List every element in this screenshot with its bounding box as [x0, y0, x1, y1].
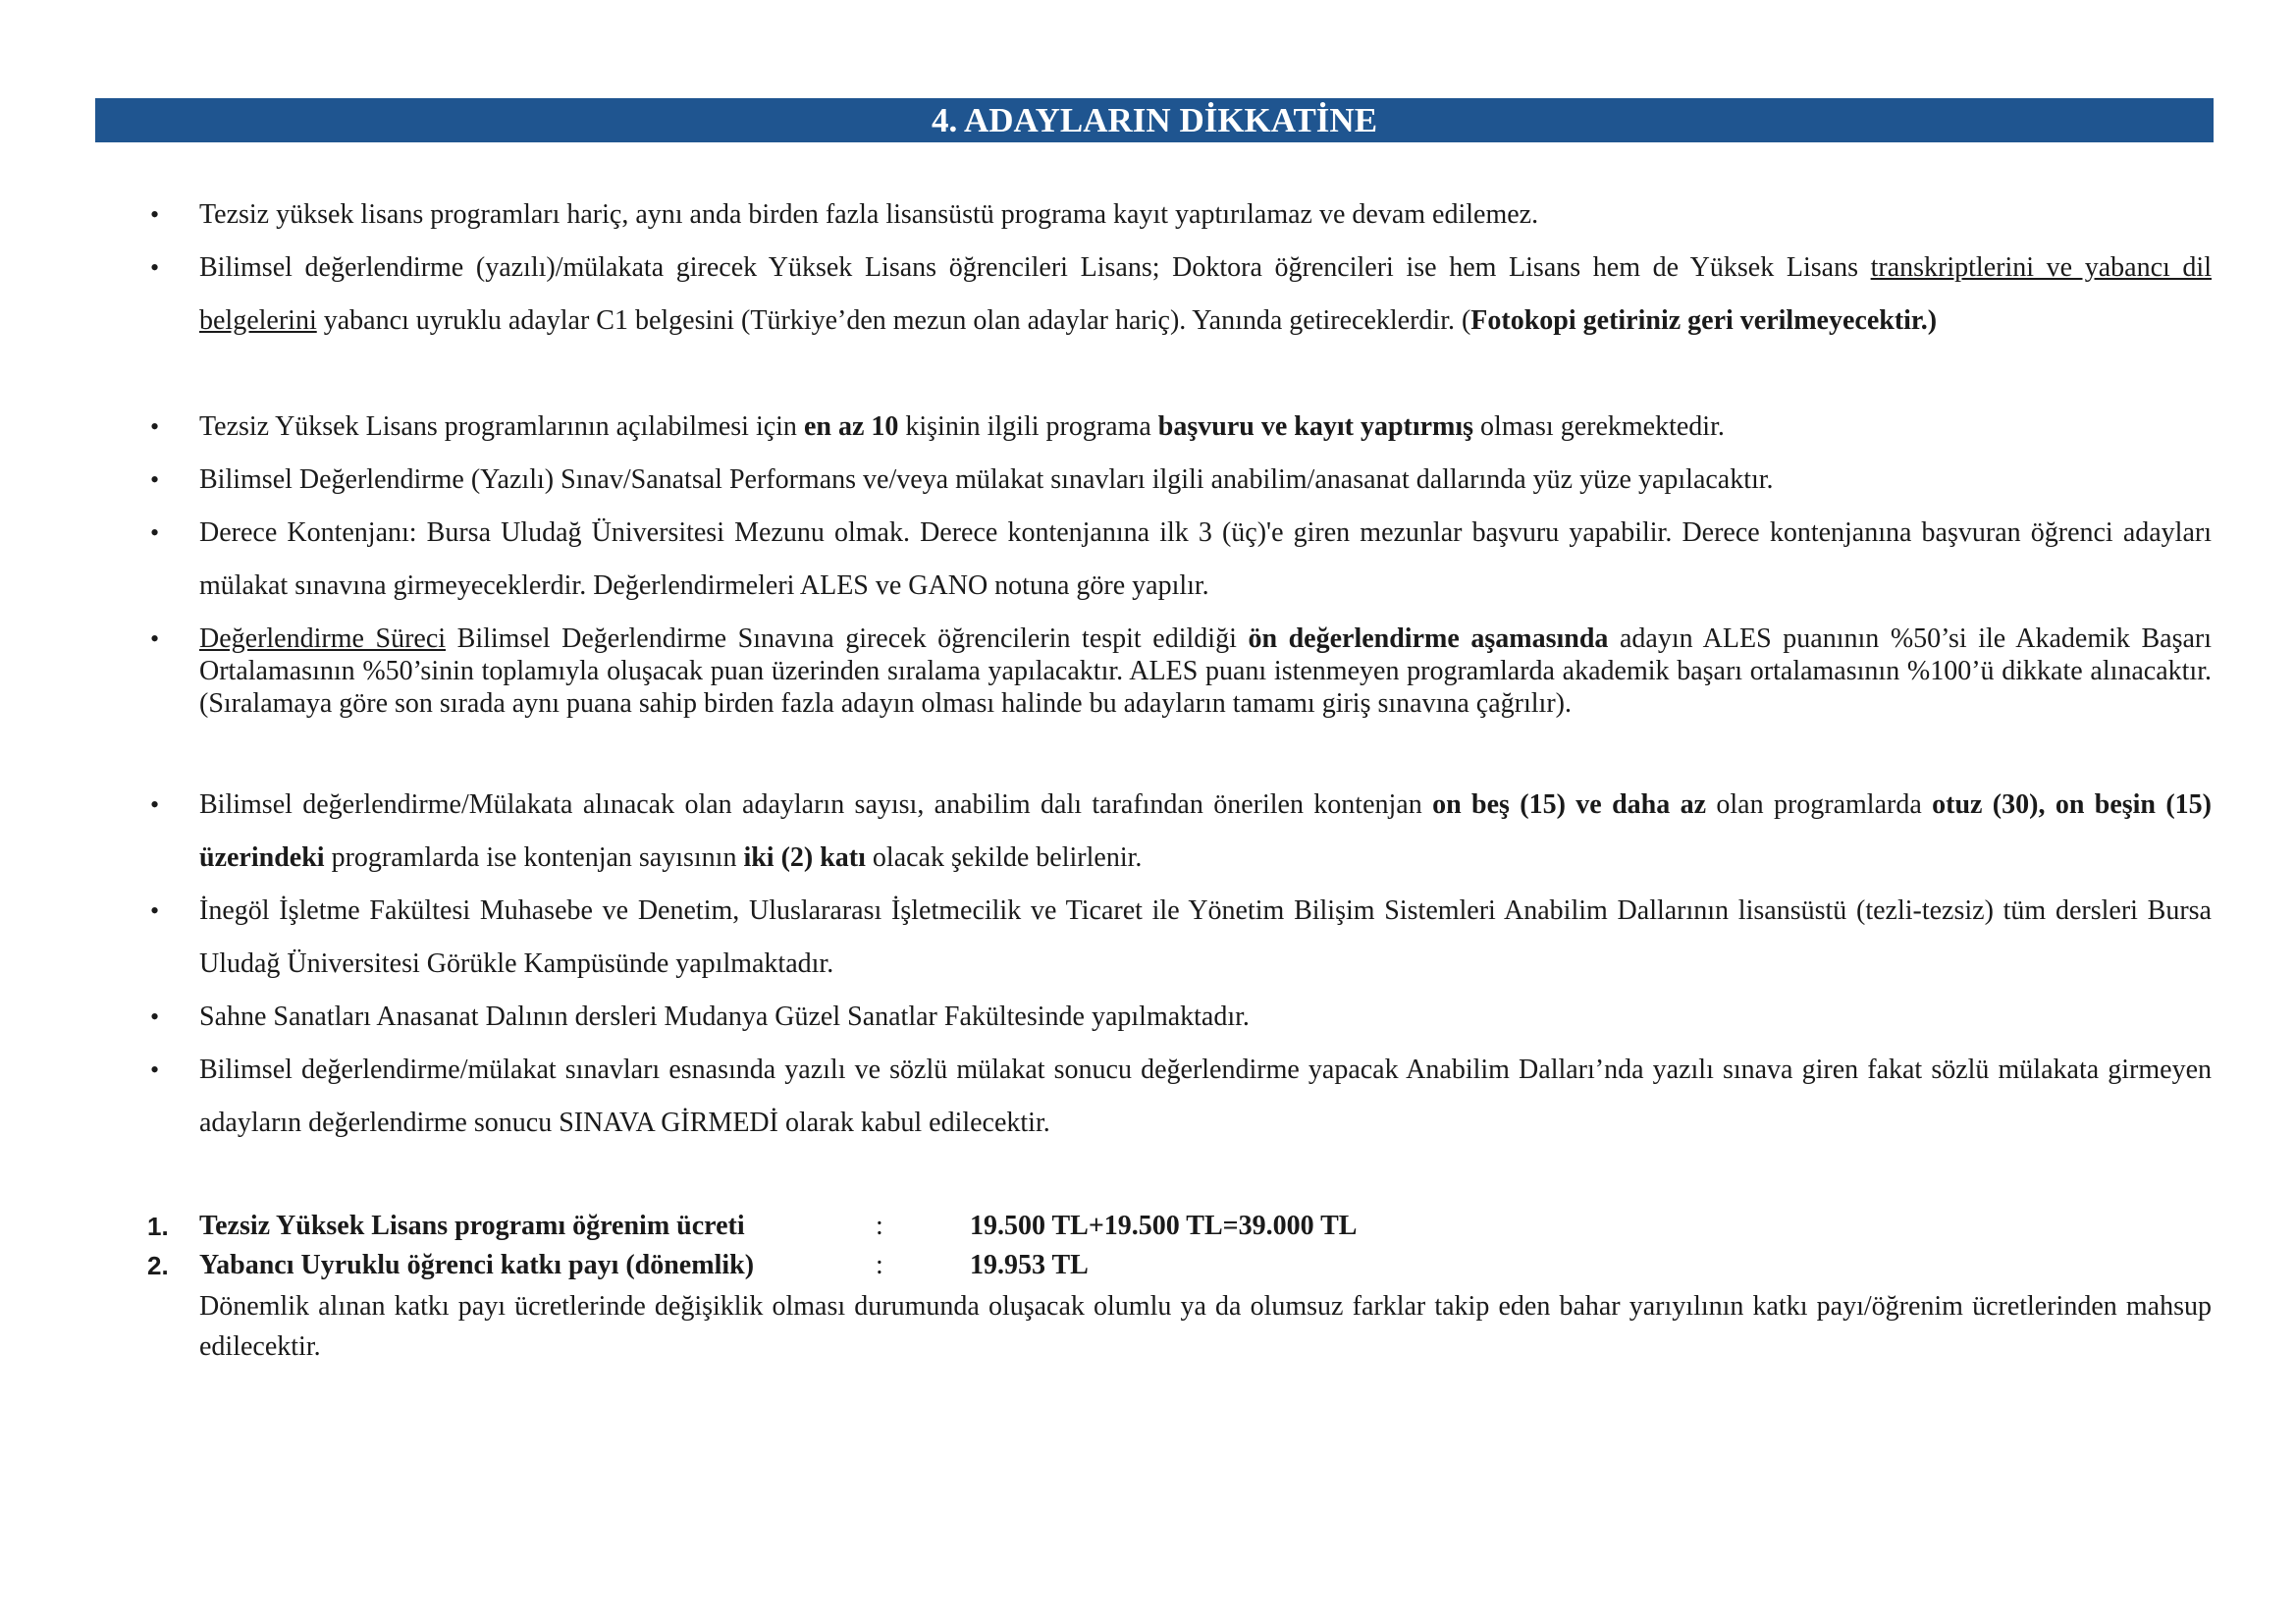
bold-text: ön değerlendirme aşamasında — [1248, 623, 1609, 654]
fee-number: 1. — [147, 1212, 169, 1241]
bullet-icon: • — [150, 465, 160, 494]
item-text: olan programlarda — [1706, 789, 1933, 820]
list-item — [150, 401, 2212, 454]
underlined-text: Değerlendirme Süreci — [199, 623, 447, 654]
fee-value: 19.500 TL+19.500 TL=39.000 TL — [970, 1211, 1358, 1241]
fee-colon: : — [876, 1211, 883, 1241]
list-item — [150, 242, 2212, 348]
bullet-icon: • — [150, 790, 160, 819]
list-item — [150, 991, 2212, 1044]
bold-text: iki (2) katı — [743, 842, 866, 873]
item-text: yabancı uyruklu adaylar C1 belgesini (Türkiye’den mezun olan adaylar hariç). Yanında getireceklerdir. ( — [316, 305, 1471, 336]
list-item — [150, 779, 2213, 885]
bullet-icon: • — [150, 412, 160, 441]
fee-label: Tezsiz Yüksek Lisans programı öğrenim ücreti — [199, 1211, 745, 1241]
bullet-icon: • — [150, 518, 160, 547]
item-text: İnegöl İşletme Fakültesi Muhasebe ve Denetim, Uluslararası İşletmecilik ve Ticaret ile Yönetim Bilişim Sistemleri Anabilim Dallarının lisansüstü (tezli-tezsiz) tüm dersleri Bursa Uludağ Üniversitesi Görükle Kampüsünde yapılmaktadır. — [199, 895, 2212, 979]
item-text: Derece Kontenjanı: Bursa Uludağ Üniversitesi Mezunu olmak. Derece kontenjanına ilk 3 (üç)'e giren mezunlar başvuru yapabilir. Derece kontenjanına başvuran öğrenci adayları mülakat sınavına girmeyeceklerdir. Değerlendirmeleri ALES ve GANO notuna göre yapılır. — [199, 517, 2212, 601]
item-text: olması gerekmektedir. — [1473, 411, 1725, 442]
item-text: Sahne Sanatları Anasanat Dalının dersleri Mudanya Güzel Sanatlar Fakültesinde yapılmaktadır. — [199, 1001, 1250, 1032]
bold-text: on beş (15) ve daha az — [1432, 789, 1707, 820]
list-item — [150, 189, 2212, 242]
fee-label: Yabancı Uyruklu öğrenci katkı payı (dönemlik) — [199, 1250, 755, 1280]
bold-text: Fotokopi getiriniz geri verilmeyecektir.) — [1470, 305, 1938, 336]
list-item — [150, 885, 2212, 991]
bullet-icon: • — [150, 253, 160, 282]
item-text: olacak şekilde belirlenir. — [865, 842, 1143, 873]
item-text: Tezsiz yüksek lisans programları hariç, aynı anda birden fazla lisansüstü programa kayıt yaptırılamaz ve devam edilemez. — [199, 199, 1539, 230]
bold-text: başvuru ve kayıt yaptırmış — [1157, 411, 1474, 442]
bullet-icon: • — [150, 200, 160, 229]
fee-note: Dönemlik alınan katkı payı ücretlerinde değişiklik olması durumunda oluşacak olumlu ya da olumsuz farklar takip eden bahar yarıyılının katkı payı/öğrenim ücretlerinden mahsup edilecektir. — [199, 1291, 2212, 1362]
item-text: Bilimsel değerlendirme (yazılı)/mülakata girecek Yüksek Lisans öğrencileri Lisans; Doktora öğrencileri ise hem Lisans hem de Yüksek Lisans — [199, 252, 1871, 283]
underlined-text: transkriptlerini ve yabancı dil belgelerini — [199, 252, 2212, 336]
item-text: Bilimsel Değerlendirme (Yazılı) Sınav/Sanatsal Performans ve/veya mülakat sınavları ilgili anabilim/anasanat dallarında yüz yüze yapılacaktır. — [199, 464, 1774, 495]
bold-text: en az 10 — [803, 411, 899, 442]
section-title: 4. ADAYLARIN DİKKATİNE — [95, 98, 2214, 142]
list-item — [150, 623, 2213, 720]
bullet-icon: • — [150, 1056, 160, 1084]
fee-number: 2. — [147, 1251, 169, 1280]
list-item — [150, 454, 2212, 507]
item-text: Tezsiz Yüksek Lisans programlarının açılabilmesi için — [199, 411, 804, 442]
bullet-icon: • — [150, 1002, 160, 1031]
fee-colon: : — [876, 1250, 883, 1280]
item-text: adayın ALES puanının %50’si ile Akademik Başarı Ortalamasının %50’sinin toplamıyla oluşacak puan üzerinden sıralama yapılacaktır. ALES puanı istenmeyen programlarda akademik başarı ortalamasının %100’ü dikkate alınacaktır. (Sıralamaya göre son sırada aynı puana sahip birden fazla adayın olması halinde bu adayların tamamı giriş sınavına çağrılır). — [199, 623, 2213, 719]
item-text: Bilimsel değerlendirme/mülakat sınavları esnasında yazılı ve sözlü mülakat sonucu değerlendirme yapacak Anabilim Dalları’nda yazılı sınava giren fakat sözlü mülakata girmeyen adayların değerlendirme sonucu SINAVA GİRMEDİ olarak kabul edilecektir. — [199, 1055, 2212, 1138]
bold-text: otuz (30), on beşin (15) üzerindeki — [199, 789, 2213, 873]
item-text: kişinin ilgili programa — [898, 411, 1158, 442]
bullet-icon: • — [150, 624, 160, 653]
item-text: Bilimsel değerlendirme/Mülakata alınacak olan adayların sayısı, anabilim dalı tarafından önerilen kontenjan — [199, 789, 1433, 820]
fee-value: 19.953 TL — [970, 1250, 1089, 1280]
list-item — [150, 507, 2212, 613]
item-text: programlarda ise kontenjan sayısının — [324, 842, 744, 873]
list-item — [150, 1044, 2212, 1150]
item-text: Bilimsel Değerlendirme Sınavına girecek öğrencilerin tespit edildiği — [446, 623, 1249, 654]
bullet-icon: • — [150, 896, 160, 925]
